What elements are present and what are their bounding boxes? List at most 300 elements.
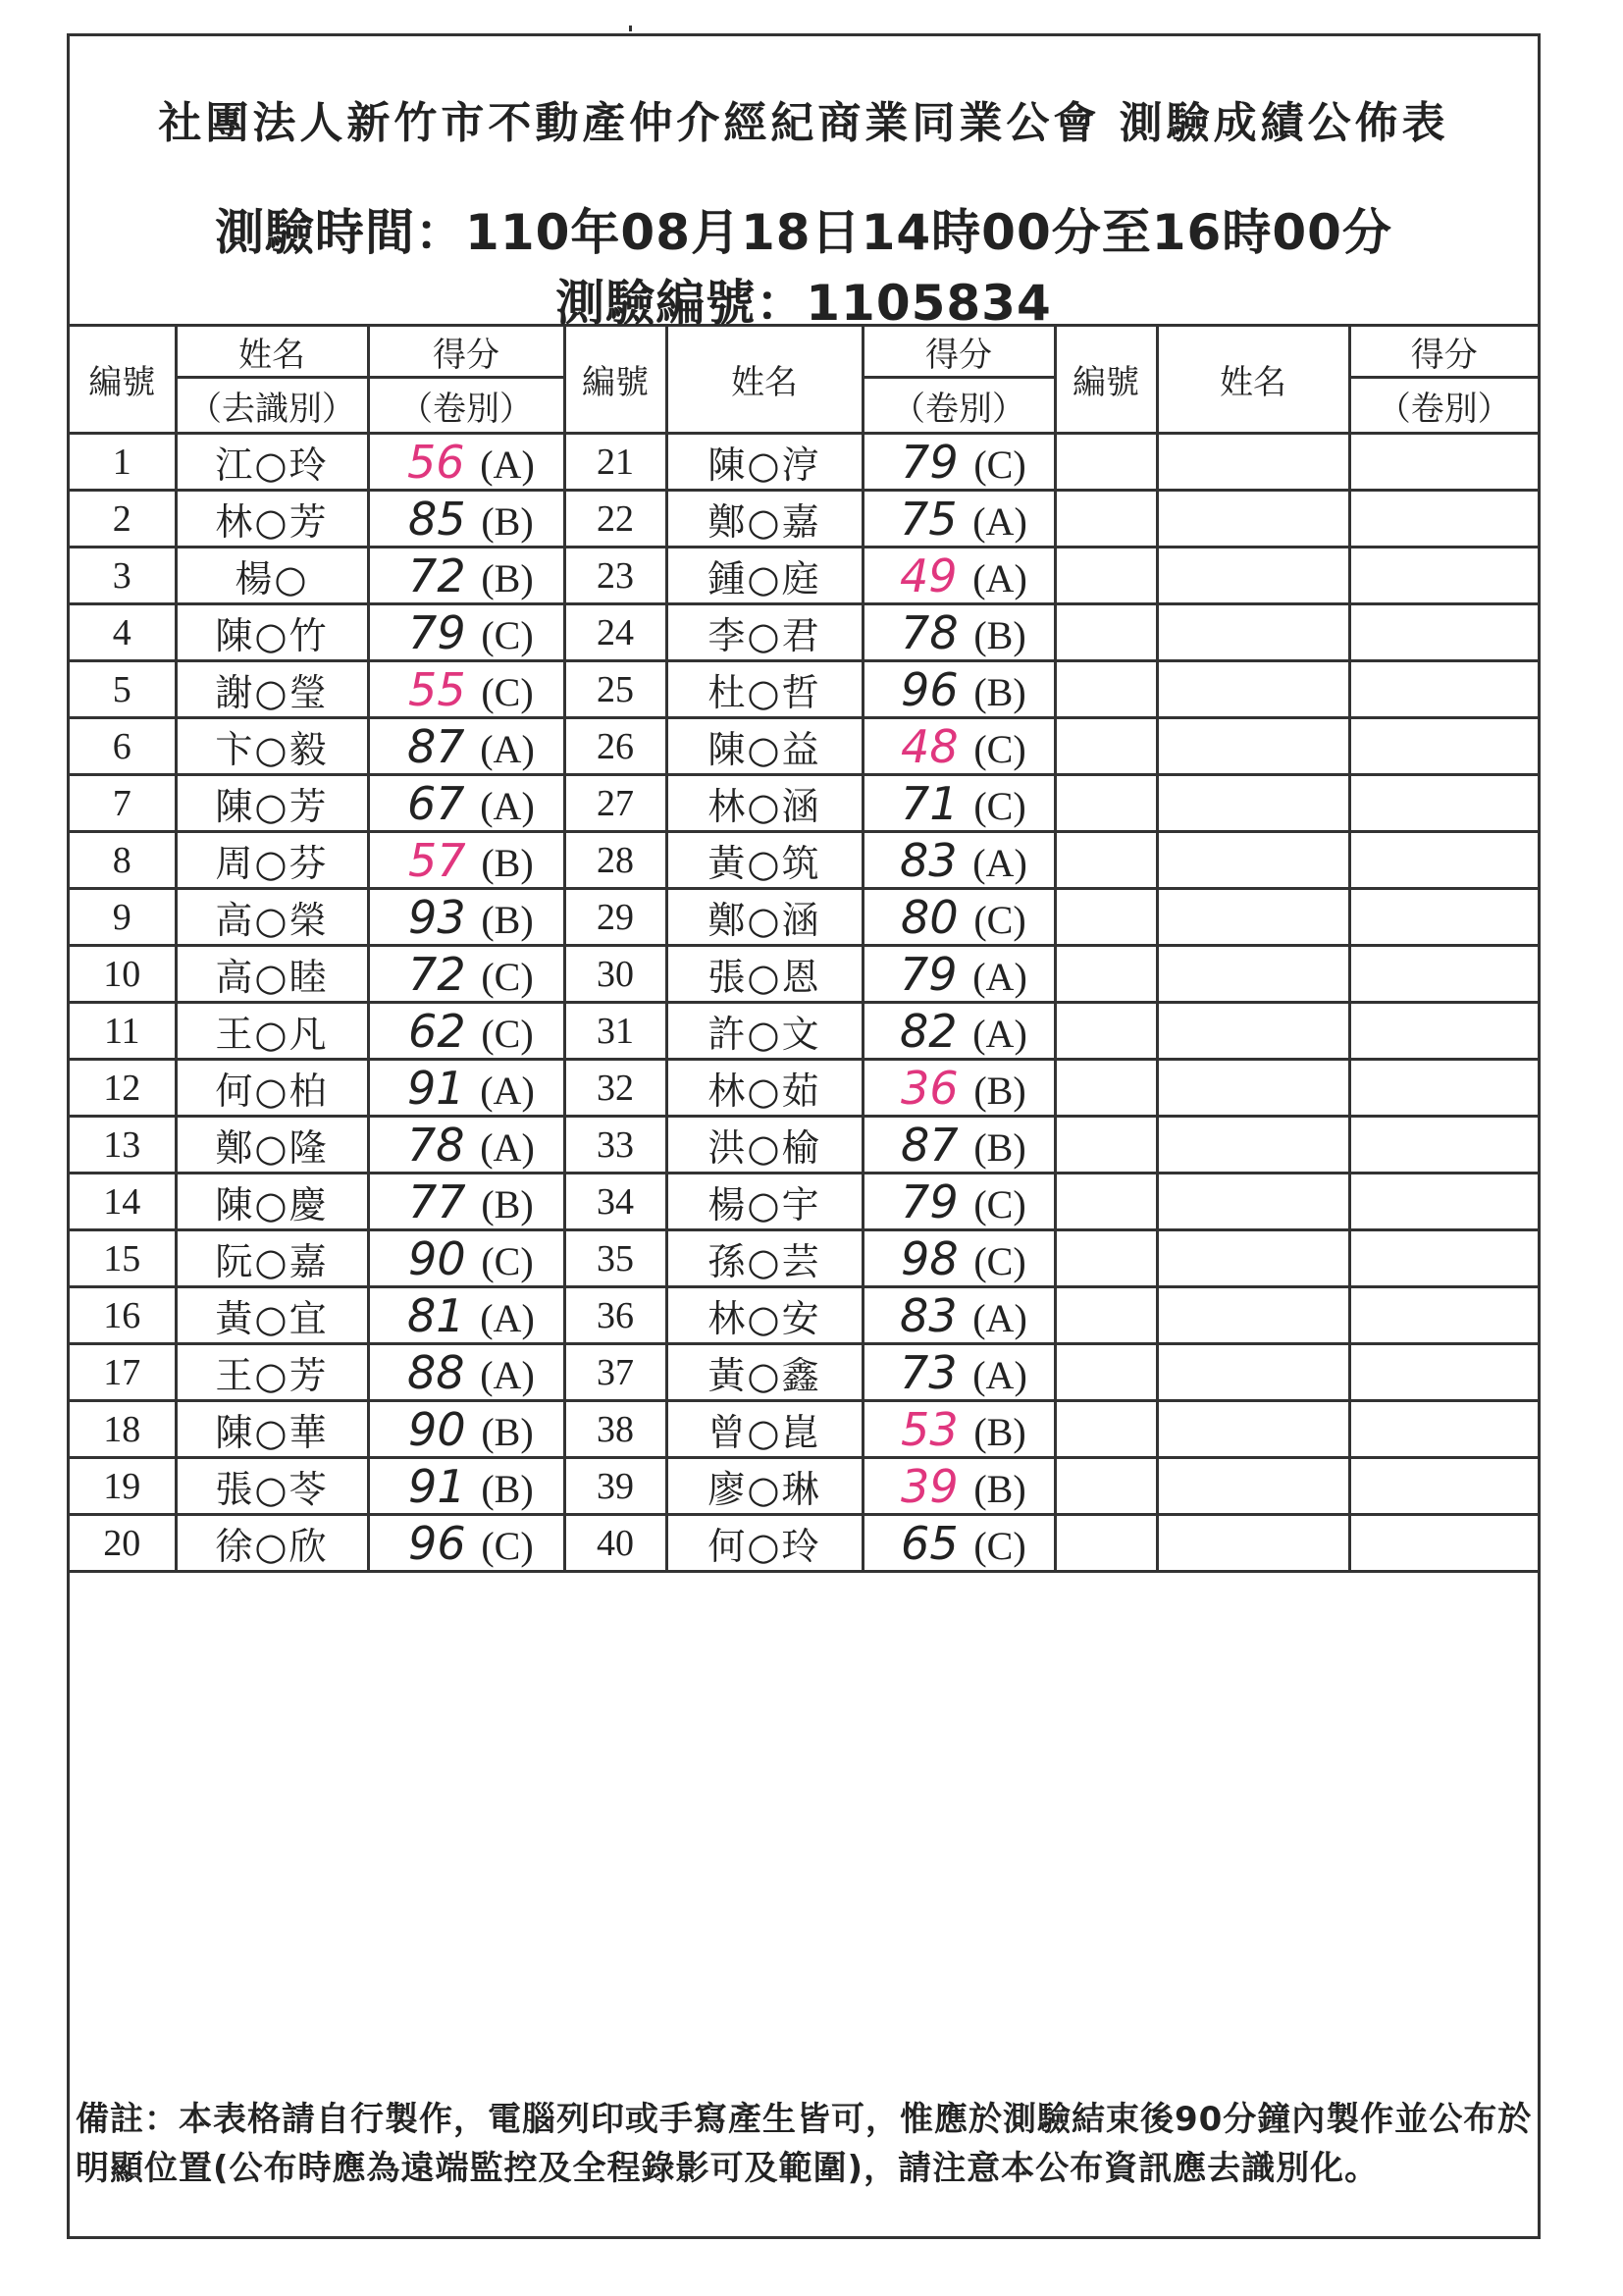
entry-number: 39 bbox=[564, 1458, 666, 1515]
paper-type: (C) bbox=[973, 442, 1026, 487]
entry-name: 何○柏 bbox=[176, 1060, 368, 1117]
entry-number: 6 bbox=[70, 718, 176, 775]
entry-number: 35 bbox=[564, 1230, 666, 1287]
table-row bbox=[70, 491, 1538, 548]
table-row bbox=[70, 548, 1538, 604]
score-cell bbox=[863, 1515, 1055, 1572]
score-value: 87 bbox=[901, 1118, 959, 1172]
empty-score-cell bbox=[1349, 1287, 1538, 1344]
empty-name-cell bbox=[1157, 661, 1349, 718]
score-cell bbox=[368, 491, 564, 548]
empty-score-cell bbox=[1349, 946, 1538, 1003]
paper-type: (A) bbox=[480, 1295, 535, 1340]
empty-number-cell bbox=[1055, 889, 1157, 946]
col-header-number: 編號 bbox=[564, 327, 666, 434]
table-row bbox=[70, 1230, 1538, 1287]
empty-number-cell bbox=[1055, 1401, 1157, 1458]
empty-name-cell bbox=[1157, 1344, 1349, 1401]
entry-number: 2 bbox=[70, 491, 176, 548]
empty-name-cell bbox=[1157, 718, 1349, 775]
score-cell bbox=[368, 718, 564, 775]
score-cell bbox=[368, 1401, 564, 1458]
score-value: 90 bbox=[408, 1402, 466, 1456]
score-cell bbox=[863, 1344, 1055, 1401]
entry-name: 林○涵 bbox=[666, 775, 863, 832]
score-value: 83 bbox=[899, 833, 958, 887]
score-value: 83 bbox=[899, 1288, 958, 1342]
paper-type: (A) bbox=[480, 1352, 535, 1397]
entry-name: 廖○琳 bbox=[666, 1458, 863, 1515]
entry-number: 22 bbox=[564, 491, 666, 548]
score-value: 85 bbox=[408, 492, 466, 546]
col-subheader-paper: （卷別） bbox=[1349, 378, 1538, 434]
score-cell bbox=[863, 718, 1055, 775]
score-value: 67 bbox=[406, 776, 465, 830]
score-value: 78 bbox=[901, 605, 959, 659]
table-row bbox=[70, 661, 1538, 718]
score-cell bbox=[863, 434, 1055, 491]
entry-name: 鄭○涵 bbox=[666, 889, 863, 946]
entry-number: 26 bbox=[564, 718, 666, 775]
empty-score-cell bbox=[1349, 548, 1538, 604]
entry-name: 陳○華 bbox=[176, 1401, 368, 1458]
entry-name: 許○文 bbox=[666, 1003, 863, 1060]
scan-mark bbox=[629, 26, 632, 31]
score-value: 79 bbox=[901, 1174, 959, 1228]
paper-type: (B) bbox=[973, 1466, 1026, 1511]
score-value: 81 bbox=[406, 1288, 465, 1342]
score-value: 57 bbox=[408, 833, 466, 887]
score-cell bbox=[368, 1230, 564, 1287]
exam-time: 測驗時間：110年08月18日14時00分至16時00分 bbox=[215, 204, 1392, 261]
score-cell bbox=[368, 434, 564, 491]
score-value: 91 bbox=[408, 1459, 466, 1513]
score-cell bbox=[368, 1515, 564, 1572]
paper-type: (A) bbox=[972, 555, 1027, 600]
col-header-name: 姓名 bbox=[1157, 327, 1349, 434]
entry-name: 陳○涥 bbox=[666, 434, 863, 491]
paper-type: (A) bbox=[480, 726, 535, 771]
score-value: 82 bbox=[899, 1004, 958, 1058]
entry-name: 陳○益 bbox=[666, 718, 863, 775]
paper-type: (A) bbox=[972, 840, 1027, 885]
score-cell bbox=[368, 548, 564, 604]
table-body bbox=[70, 434, 1538, 1572]
empty-number-cell bbox=[1055, 1287, 1157, 1344]
empty-number-cell bbox=[1055, 1060, 1157, 1117]
paper-type: (C) bbox=[973, 1238, 1026, 1283]
entry-number: 27 bbox=[564, 775, 666, 832]
table-row bbox=[70, 1401, 1538, 1458]
entry-number: 25 bbox=[564, 661, 666, 718]
empty-number-cell bbox=[1055, 1003, 1157, 1060]
score-value: 78 bbox=[406, 1118, 465, 1172]
score-value: 65 bbox=[901, 1516, 959, 1570]
score-cell bbox=[368, 1344, 564, 1401]
table-row bbox=[70, 718, 1538, 775]
col-header-number: 編號 bbox=[1055, 327, 1157, 434]
entry-name: 陳○竹 bbox=[176, 604, 368, 661]
paper-type: (C) bbox=[973, 1523, 1026, 1568]
entry-number: 33 bbox=[564, 1117, 666, 1174]
paper-type: (B) bbox=[481, 1181, 534, 1226]
score-value: 39 bbox=[901, 1459, 959, 1513]
entry-name: 黃○鑫 bbox=[666, 1344, 863, 1401]
score-value: 48 bbox=[901, 719, 959, 773]
entry-name: 江○玲 bbox=[176, 434, 368, 491]
empty-number-cell bbox=[1055, 661, 1157, 718]
paper-type: (C) bbox=[481, 669, 534, 714]
score-table bbox=[70, 327, 1538, 1573]
entry-name: 王○芳 bbox=[176, 1344, 368, 1401]
entry-name: 王○凡 bbox=[176, 1003, 368, 1060]
paper-type: (B) bbox=[481, 1466, 534, 1511]
empty-number-cell bbox=[1055, 1344, 1157, 1401]
empty-score-cell bbox=[1349, 1401, 1538, 1458]
entry-name: 楊○ bbox=[176, 548, 368, 604]
entry-name: 徐○欣 bbox=[176, 1515, 368, 1572]
score-cell bbox=[863, 548, 1055, 604]
empty-score-cell bbox=[1349, 718, 1538, 775]
entry-number: 17 bbox=[70, 1344, 176, 1401]
score-value: 79 bbox=[901, 435, 959, 489]
paper-type: (B) bbox=[481, 498, 534, 544]
score-value: 98 bbox=[901, 1231, 959, 1285]
empty-number-cell bbox=[1055, 1458, 1157, 1515]
entry-name: 林○芳 bbox=[176, 491, 368, 548]
table-row bbox=[70, 1287, 1538, 1344]
empty-score-cell bbox=[1349, 1344, 1538, 1401]
score-value: 96 bbox=[901, 662, 959, 716]
paper-type: (C) bbox=[481, 1238, 534, 1283]
paper-type: (C) bbox=[481, 954, 534, 999]
score-value: 36 bbox=[901, 1061, 959, 1115]
score-value: 71 bbox=[901, 776, 959, 830]
score-cell bbox=[863, 1230, 1055, 1287]
score-cell bbox=[863, 1174, 1055, 1230]
score-cell bbox=[368, 889, 564, 946]
score-value: 49 bbox=[899, 548, 958, 602]
score-value: 72 bbox=[408, 548, 466, 602]
paper-type: (A) bbox=[480, 1068, 535, 1113]
empty-name-cell bbox=[1157, 889, 1349, 946]
empty-name-cell bbox=[1157, 1287, 1349, 1344]
score-cell bbox=[863, 491, 1055, 548]
entry-number: 29 bbox=[564, 889, 666, 946]
empty-number-cell bbox=[1055, 718, 1157, 775]
empty-number-cell bbox=[1055, 548, 1157, 604]
score-cell bbox=[368, 1458, 564, 1515]
score-value: 56 bbox=[406, 435, 465, 489]
score-value: 93 bbox=[408, 890, 466, 944]
col-subheader-paper: （卷別） bbox=[863, 378, 1055, 434]
entry-number: 3 bbox=[70, 548, 176, 604]
table-row bbox=[70, 1174, 1538, 1230]
entry-name: 鄭○隆 bbox=[176, 1117, 368, 1174]
paper-type: (C) bbox=[481, 1523, 534, 1568]
page-title: 社團法人新竹市不動產仲介經紀商業同業公會 測驗成績公佈表 bbox=[158, 98, 1449, 148]
empty-name-cell bbox=[1157, 1230, 1349, 1287]
score-cell bbox=[368, 832, 564, 889]
score-cell bbox=[863, 832, 1055, 889]
entry-name: 黃○筑 bbox=[666, 832, 863, 889]
empty-score-cell bbox=[1349, 491, 1538, 548]
empty-name-cell bbox=[1157, 604, 1349, 661]
empty-score-cell bbox=[1349, 604, 1538, 661]
entry-number: 19 bbox=[70, 1458, 176, 1515]
empty-score-cell bbox=[1349, 1458, 1538, 1515]
empty-number-cell bbox=[1055, 1230, 1157, 1287]
empty-name-cell bbox=[1157, 548, 1349, 604]
score-cell bbox=[863, 1003, 1055, 1060]
table-row bbox=[70, 1117, 1538, 1174]
score-value: 62 bbox=[408, 1004, 466, 1058]
entry-name: 曾○崑 bbox=[666, 1401, 863, 1458]
paper-type: (B) bbox=[973, 669, 1026, 714]
entry-name: 高○榮 bbox=[176, 889, 368, 946]
entry-number: 37 bbox=[564, 1344, 666, 1401]
table-row bbox=[70, 1458, 1538, 1515]
paper-type: (B) bbox=[973, 612, 1026, 657]
empty-number-cell bbox=[1055, 1117, 1157, 1174]
paper-type: (B) bbox=[973, 1124, 1026, 1170]
entry-name: 杜○哲 bbox=[666, 661, 863, 718]
table-row bbox=[70, 1515, 1538, 1572]
empty-score-cell bbox=[1349, 1515, 1538, 1572]
entry-number: 38 bbox=[564, 1401, 666, 1458]
score-value: 90 bbox=[408, 1231, 466, 1285]
empty-number-cell bbox=[1055, 434, 1157, 491]
score-cell bbox=[863, 889, 1055, 946]
score-cell bbox=[863, 1117, 1055, 1174]
empty-score-cell bbox=[1349, 1174, 1538, 1230]
score-cell bbox=[368, 661, 564, 718]
empty-name-cell bbox=[1157, 775, 1349, 832]
entry-name: 李○君 bbox=[666, 604, 863, 661]
paper-type: (A) bbox=[480, 783, 535, 828]
empty-score-cell bbox=[1349, 434, 1538, 491]
paper-type: (C) bbox=[973, 1181, 1026, 1226]
entry-number: 20 bbox=[70, 1515, 176, 1572]
table-row bbox=[70, 889, 1538, 946]
paper-type: (C) bbox=[481, 1011, 534, 1056]
table-row bbox=[70, 434, 1538, 491]
score-value: 55 bbox=[408, 662, 466, 716]
empty-name-cell bbox=[1157, 1117, 1349, 1174]
score-value: 73 bbox=[899, 1345, 958, 1399]
empty-name-cell bbox=[1157, 434, 1349, 491]
entry-number: 11 bbox=[70, 1003, 176, 1060]
score-cell bbox=[368, 946, 564, 1003]
score-cell bbox=[368, 1287, 564, 1344]
col-subheader-deidentified: （去識別） bbox=[176, 378, 368, 434]
table-row bbox=[70, 775, 1538, 832]
score-value: 91 bbox=[406, 1061, 465, 1115]
empty-number-cell bbox=[1055, 1174, 1157, 1230]
entry-number: 13 bbox=[70, 1117, 176, 1174]
paper-type: (B) bbox=[973, 1068, 1026, 1113]
score-cell bbox=[863, 775, 1055, 832]
entry-number: 5 bbox=[70, 661, 176, 718]
remarks-note: 備註：本表格請自行製作，電腦列印或手寫產生皆可，惟應於測驗結束後90分鐘內製作並公布於明顯位置(公布時應為遠端監控及全程錄影可及範圍)，請注意本公布資訊應去識別化。 bbox=[76, 2100, 1533, 2188]
score-cell bbox=[368, 1060, 564, 1117]
entry-name: 洪○榆 bbox=[666, 1117, 863, 1174]
empty-name-cell bbox=[1157, 491, 1349, 548]
empty-number-cell bbox=[1055, 604, 1157, 661]
entry-number: 14 bbox=[70, 1174, 176, 1230]
table-row bbox=[70, 946, 1538, 1003]
entry-name: 鄭○嘉 bbox=[666, 491, 863, 548]
paper-type: (B) bbox=[973, 1409, 1026, 1454]
entry-number: 24 bbox=[564, 604, 666, 661]
score-cell bbox=[368, 1117, 564, 1174]
paper-type: (A) bbox=[972, 1011, 1027, 1056]
entry-name: 孫○芸 bbox=[666, 1230, 863, 1287]
table-row bbox=[70, 832, 1538, 889]
score-value: 75 bbox=[899, 492, 958, 546]
score-cell bbox=[863, 1401, 1055, 1458]
empty-score-cell bbox=[1349, 661, 1538, 718]
empty-number-cell bbox=[1055, 832, 1157, 889]
col-header-name: 姓名 bbox=[666, 327, 863, 434]
entry-number: 32 bbox=[564, 1060, 666, 1117]
empty-score-cell bbox=[1349, 1230, 1538, 1287]
entry-name: 楊○宇 bbox=[666, 1174, 863, 1230]
empty-name-cell bbox=[1157, 1515, 1349, 1572]
entry-number: 4 bbox=[70, 604, 176, 661]
entry-number: 12 bbox=[70, 1060, 176, 1117]
empty-score-cell bbox=[1349, 1060, 1538, 1117]
exam-code: 測驗編號：1105834 bbox=[555, 275, 1052, 332]
col-header-score: 得分 bbox=[1349, 327, 1538, 378]
entry-name: 陳○芳 bbox=[176, 775, 368, 832]
score-cell bbox=[863, 1060, 1055, 1117]
entry-number: 16 bbox=[70, 1287, 176, 1344]
entry-number: 36 bbox=[564, 1287, 666, 1344]
paper-type: (A) bbox=[972, 1352, 1027, 1397]
entry-number: 9 bbox=[70, 889, 176, 946]
empty-score-cell bbox=[1349, 889, 1538, 946]
score-value: 96 bbox=[408, 1516, 466, 1570]
score-sheet bbox=[67, 33, 1541, 2239]
paper-type: (C) bbox=[973, 783, 1026, 828]
score-value: 88 bbox=[406, 1345, 465, 1399]
empty-number-cell bbox=[1055, 491, 1157, 548]
entry-number: 10 bbox=[70, 946, 176, 1003]
entry-name: 林○茹 bbox=[666, 1060, 863, 1117]
entry-name: 阮○嘉 bbox=[176, 1230, 368, 1287]
col-header-score: 得分 bbox=[863, 327, 1055, 378]
score-value: 53 bbox=[901, 1402, 959, 1456]
empty-name-cell bbox=[1157, 1401, 1349, 1458]
score-cell bbox=[368, 1003, 564, 1060]
paper-type: (A) bbox=[972, 954, 1027, 999]
score-cell bbox=[863, 946, 1055, 1003]
paper-type: (A) bbox=[972, 1295, 1027, 1340]
score-cell bbox=[368, 1174, 564, 1230]
empty-number-cell bbox=[1055, 775, 1157, 832]
entry-number: 21 bbox=[564, 434, 666, 491]
entry-number: 15 bbox=[70, 1230, 176, 1287]
entry-number: 7 bbox=[70, 775, 176, 832]
paper-type: (B) bbox=[481, 840, 534, 885]
entry-name: 黃○宜 bbox=[176, 1287, 368, 1344]
col-header-number: 編號 bbox=[70, 327, 176, 434]
empty-name-cell bbox=[1157, 1458, 1349, 1515]
sheet-header bbox=[70, 36, 1538, 332]
score-value: 72 bbox=[408, 947, 466, 1001]
paper-type: (C) bbox=[481, 612, 534, 657]
score-value: 87 bbox=[406, 719, 465, 773]
empty-score-cell bbox=[1349, 775, 1538, 832]
col-subheader-paper: （卷別） bbox=[368, 378, 564, 434]
entry-number: 31 bbox=[564, 1003, 666, 1060]
paper-type: (B) bbox=[481, 897, 534, 942]
paper-type: (C) bbox=[973, 726, 1026, 771]
empty-name-cell bbox=[1157, 1174, 1349, 1230]
empty-score-cell bbox=[1349, 1117, 1538, 1174]
entry-number: 34 bbox=[564, 1174, 666, 1230]
entry-number: 30 bbox=[564, 946, 666, 1003]
entry-name: 林○安 bbox=[666, 1287, 863, 1344]
entry-name: 謝○瑩 bbox=[176, 661, 368, 718]
score-cell bbox=[863, 604, 1055, 661]
entry-number: 18 bbox=[70, 1401, 176, 1458]
entry-number: 8 bbox=[70, 832, 176, 889]
table-row bbox=[70, 604, 1538, 661]
score-cell bbox=[863, 1458, 1055, 1515]
paper-type: (A) bbox=[972, 498, 1027, 544]
entry-name: 鍾○庭 bbox=[666, 548, 863, 604]
score-value: 77 bbox=[408, 1174, 466, 1228]
col-header-score: 得分 bbox=[368, 327, 564, 378]
empty-name-cell bbox=[1157, 946, 1349, 1003]
score-cell bbox=[368, 604, 564, 661]
table-row bbox=[70, 1344, 1538, 1401]
table-row bbox=[70, 1003, 1538, 1060]
entry-number: 1 bbox=[70, 434, 176, 491]
entry-name: 張○苓 bbox=[176, 1458, 368, 1515]
entry-number: 28 bbox=[564, 832, 666, 889]
empty-score-cell bbox=[1349, 832, 1538, 889]
entry-name: 陳○慶 bbox=[176, 1174, 368, 1230]
entry-name: 周○芬 bbox=[176, 832, 368, 889]
score-value: 79 bbox=[899, 947, 958, 1001]
paper-type: (B) bbox=[481, 1409, 534, 1454]
empty-name-cell bbox=[1157, 1060, 1349, 1117]
entry-name: 高○睦 bbox=[176, 946, 368, 1003]
score-value: 80 bbox=[901, 890, 959, 944]
empty-number-cell bbox=[1055, 946, 1157, 1003]
empty-name-cell bbox=[1157, 1003, 1349, 1060]
score-cell bbox=[863, 1287, 1055, 1344]
empty-score-cell bbox=[1349, 1003, 1538, 1060]
score-cell bbox=[863, 661, 1055, 718]
entry-name: 何○玲 bbox=[666, 1515, 863, 1572]
entry-name: 張○恩 bbox=[666, 946, 863, 1003]
table-row bbox=[70, 1060, 1538, 1117]
paper-type: (A) bbox=[480, 442, 535, 487]
paper-type: (B) bbox=[481, 555, 534, 600]
paper-type: (A) bbox=[480, 1124, 535, 1170]
entry-number: 23 bbox=[564, 548, 666, 604]
entry-name: 卞○毅 bbox=[176, 718, 368, 775]
entry-number: 40 bbox=[564, 1515, 666, 1572]
score-cell bbox=[368, 775, 564, 832]
score-value: 79 bbox=[408, 605, 466, 659]
empty-name-cell bbox=[1157, 832, 1349, 889]
paper-type: (C) bbox=[973, 897, 1026, 942]
